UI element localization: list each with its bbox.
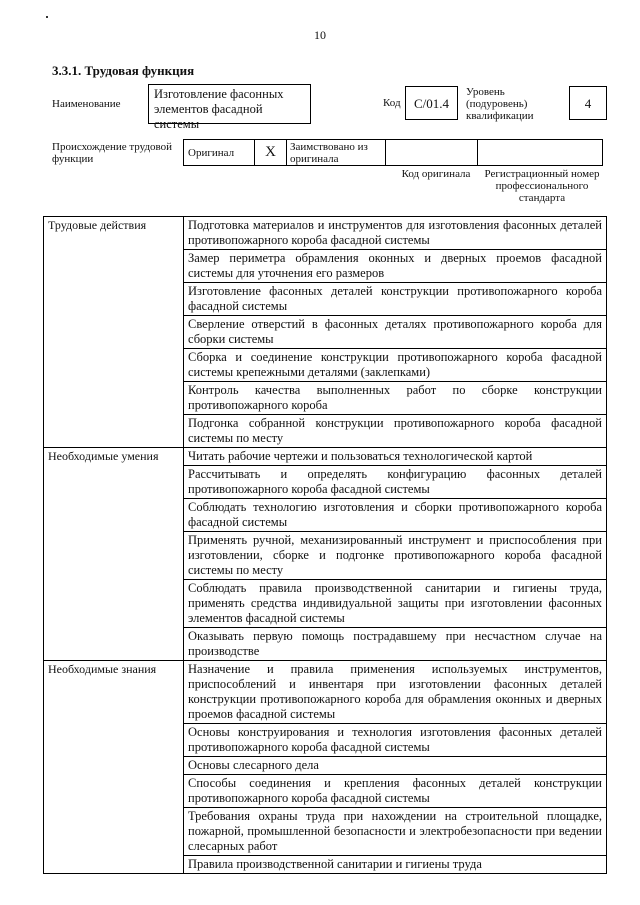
reg-number-caption: Регистрационный номер профессионального стандарта [484,168,600,204]
section-item: Основы конструирования и технология изготовления фасонных деталей противопожарного короба фасадной системы [184,724,607,757]
section-item: Основы слесарного дела [184,757,607,775]
section-item: Требования охраны труда при нахождении на строительной площадке, пожарной, промышленной безопасности и электробезопасности при ведении слесарных работ [184,808,607,856]
origin-table [184,139,604,166]
code-original-caption: Код оригинала [401,168,471,180]
original-label: Оригинал [183,139,255,166]
section-item: Способы соединения и крепления фасонных деталей конструкции противопожарного короба фасадной системы [184,775,607,808]
section-item: Контроль качества выполненных работ по сборке конструкции противопожарного короба [184,382,607,415]
section-item: Подготовка материалов и инструментов для изготовления фасонных деталей противопожарного короба фасадной системы [184,217,607,250]
code-value: C/01.4 [405,86,458,120]
function-table [43,216,607,874]
level-value: 4 [569,86,607,120]
origin-label: Происхождение трудовой функции [52,141,173,165]
section-item: Оказывать первую помощь пострадавшему при несчастном случае на производстве [184,628,607,661]
scan-speck [46,16,48,18]
section-item: Читать рабочие чертежи и пользоваться технологической картой [184,448,607,466]
original-mark: X [254,139,287,166]
name-value: Изготовление фасонных элементов фасадной системы [148,84,311,124]
section-item: Правила производственной санитарии и гигиены труда [184,856,607,874]
section-item: Подгонка собранной конструкции противопожарного короба фасадной системы по месту [184,415,607,448]
reg-number-cell [477,139,603,166]
section-item: Соблюдать технологию изготовления и сборки противопожарного короба фасадной системы [184,499,607,532]
section-item: Соблюдать правила производственной санитарии и гигиены труда, применять средства индивидуальной защиты при изготовлении фасонных элементов фасадной системы [184,580,607,628]
name-label: Наименование [52,98,121,110]
level-label: Уровень (подуровень) квалификации [466,86,534,122]
section-item: Применять ручной, механизированный инструмент и приспособления при изготовлении, сборке и подгонке противопожарного короба фасадной системы по месту [184,532,607,580]
code-label: Код [383,97,401,109]
section-item: Сверление отверстий в фасонных деталях противопожарного короба для сборки системы [184,316,607,349]
page-number: 10 [314,28,326,42]
section-label: Необходимые знания [44,661,184,874]
table-row [44,217,607,250]
table-row [44,661,607,724]
borrowed-label: Заимствовано из оригинала [286,139,386,166]
section-item: Рассчитывать и определять конфигурацию фасонных деталей противопожарного короба фасадной системы [184,466,607,499]
table-row [44,448,607,466]
section-item: Сборка и соединение конструкции противопожарного короба фасадной системы крепежными деталями (заклепками) [184,349,607,382]
section-item: Назначение и правила применения используемых инструментов, приспособлений и инвентаря при изготовлении фасонных деталей конструкции противопожарного короба для обрамления оконных и дверных проемов фасадной системы [184,661,607,724]
code-original-cell [385,139,478,166]
section-title: 3.3.1. Трудовая функция [52,63,195,78]
section-item: Изготовление фасонных деталей конструкции противопожарного короба фасадной системы [184,283,607,316]
section-label: Необходимые умения [44,448,184,661]
section-label: Трудовые действия [44,217,184,448]
section-item: Замер периметра обрамления оконных и дверных проемов фасадной системы для уточнения его размеров [184,250,607,283]
